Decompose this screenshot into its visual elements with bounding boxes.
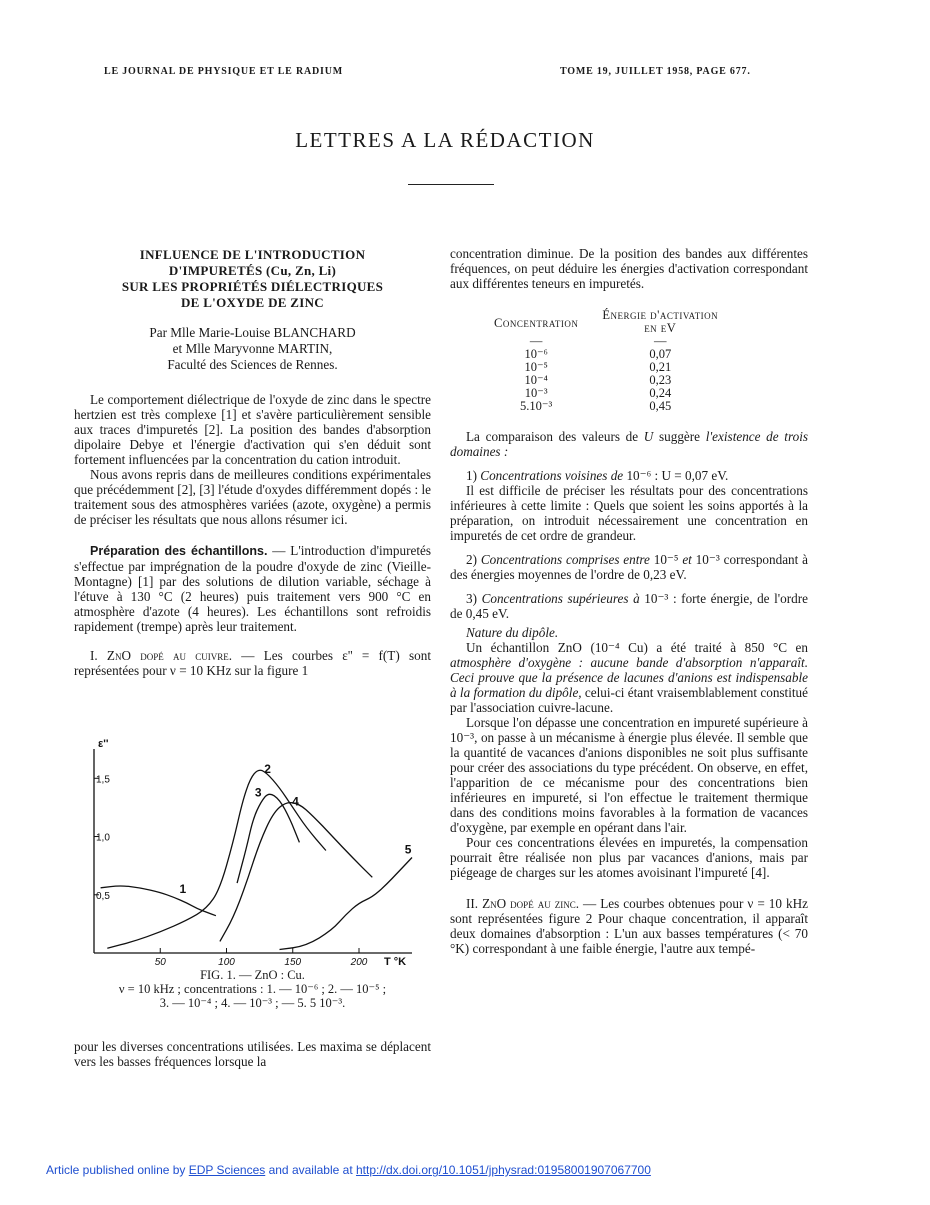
dipole-rest: celui-ci étant vraisemblablement constitué par l'association cuivre-lacune. bbox=[450, 685, 808, 715]
dipole-heading bbox=[450, 625, 808, 640]
y-tick-label: 1,5 bbox=[96, 774, 110, 786]
preparation-heading: Préparation des échantillons. bbox=[90, 544, 268, 558]
table-cell-energy: 0,21 bbox=[649, 360, 672, 374]
figure-1-caption: FIG. 1. — ZnO : Cu. bbox=[200, 968, 305, 982]
preparation-text: — L'introduction d'impuretés s'effectue par imprégnation de la poudre d'oxyde de zinc (Vieille-Montagne) [1] par des solutions de dilution variable, séchage à l'étuve à 130 °C (2 heures) puis traitement vers 900 °C en atmosphère d'azote (4 heures). Les échantillons sont refroidis rapidement (trempe) après leur traitement. bbox=[74, 543, 431, 634]
comparison-u: U bbox=[643, 429, 654, 444]
x-axis-label: T °K bbox=[384, 956, 407, 967]
paragraph-section-2 bbox=[450, 896, 808, 956]
domain-3-emphasis: Concentrations supérieures à bbox=[481, 591, 640, 606]
table-cell-concentration: 10⁻⁴ bbox=[524, 373, 548, 387]
y-tick-label: 1,0 bbox=[96, 832, 110, 844]
article-authors bbox=[74, 325, 431, 373]
series-line-4 bbox=[220, 803, 372, 942]
table-cell-concentration: 10⁻³ bbox=[524, 386, 548, 400]
table-cell-concentration: 10⁻⁶ bbox=[524, 347, 548, 361]
domain-1-number: 1) bbox=[466, 468, 481, 483]
domain-3-number: 3) bbox=[466, 591, 482, 606]
table-row bbox=[488, 348, 724, 361]
paragraph-conditions: Nous avons repris dans de meilleures conditions expérimentales que précédemment [2], [3] l'étude d'oxydes différemment dopés : le traitement sous des atmosphères variées (azote, oxygène) a permis de préciser les résultats que nous allons résumer ici. bbox=[74, 467, 431, 527]
running-head-right: TOME 19, JUILLET 1958, PAGE 677. bbox=[560, 66, 751, 77]
x-tick-label: 200 bbox=[350, 957, 368, 967]
section-2-heading: II. ZnO dopé au zinc. bbox=[466, 896, 580, 911]
table-dash: — bbox=[654, 334, 667, 348]
paragraph-section-1 bbox=[74, 648, 431, 678]
table-dash: — bbox=[529, 334, 543, 348]
paragraph-exceed: Lorsque l'on dépasse une concentration en impureté supérieure à 10⁻³, on passe à un mécanisme à énergie plus élevée. Il semble que la quantité de vacances d'anions disponibles ne soit plus suffisante pour créer des associations du type précédent. On observe, en effet, l'apparition de ce mécanisme pour des concentrations bien inférieures en impureté, si l'on effectue le traitement thermique dans des conditions moins favorables à la formation de vacances d'oxygène, par exemple en opérant dans l'air. bbox=[450, 715, 808, 835]
domain-2-emphasis-2: et bbox=[682, 552, 692, 567]
domain-3-value: 10⁻³ : forte énergie, de l'ordre de 0,45 eV. bbox=[450, 591, 808, 621]
table-cell-concentration: 10⁻⁵ bbox=[524, 360, 548, 374]
footer-middle: and available at bbox=[265, 1163, 356, 1177]
series-label-4: 4 bbox=[292, 794, 299, 809]
article-title-line-2: D'IMPURETÉS (Cu, Zn, Li) bbox=[168, 263, 337, 278]
table-header-energy-line-2: en eV bbox=[644, 321, 677, 335]
dipole-emphasis: atmosphère d'oxygène : aucune bande d'absorption n'apparaît. Ceci prouve que la présence de lacunes d'anions est indispensable à la formation du dipôle, bbox=[450, 655, 808, 700]
table-cell-energy: 0,24 bbox=[649, 386, 672, 400]
y-tick-label: 0,5 bbox=[96, 890, 110, 902]
paragraph-comparison bbox=[450, 429, 808, 459]
comparison-emphasis: l'existence de trois domaines : bbox=[450, 429, 809, 459]
article-title-line-4: DE L'OXYDE DE ZINC bbox=[180, 295, 324, 310]
figure-1-caption-block bbox=[74, 968, 431, 1010]
domain-1-emphasis: Concentrations voisines de bbox=[480, 468, 624, 483]
paragraph-continuation: concentration diminue. De la position des bandes aux différentes fréquences, on peut déduire les énergies d'activation correspondant aux différentes teneurs en impuretés. bbox=[450, 246, 808, 291]
affiliation: Faculté des Sciences de Rennes. bbox=[167, 357, 338, 372]
table-cell-energy: 0,07 bbox=[649, 347, 672, 361]
domain-2-value: 10⁻³ correspondant à des énergies moyennes de l'ordre de 0,23 eV. bbox=[450, 552, 808, 582]
figure-1-chart bbox=[72, 735, 434, 967]
table-cell-energy: 0,45 bbox=[649, 399, 672, 413]
x-tick-label: 100 bbox=[218, 957, 235, 967]
x-tick-label: 150 bbox=[284, 957, 302, 967]
series-line-3 bbox=[237, 794, 299, 883]
series-label-1: 1 bbox=[179, 882, 187, 897]
comparison-mid: suggère bbox=[653, 429, 706, 444]
title-rule bbox=[408, 184, 494, 185]
table-header-energy-line-1: Énergie d'activation bbox=[602, 308, 719, 322]
domain-2 bbox=[450, 552, 808, 582]
y-axis-label: ε'' bbox=[98, 738, 109, 750]
publication-footer bbox=[46, 1163, 651, 1177]
article-title-line-3: SUR LES PROPRIÉTÉS DIÉLECTRIQUES bbox=[121, 279, 384, 294]
table-row bbox=[488, 361, 724, 374]
x-tick-label: 50 bbox=[154, 957, 166, 967]
publisher-link[interactable]: EDP Sciences bbox=[188, 1163, 266, 1177]
footer-prefix: Article published online by bbox=[46, 1163, 189, 1177]
series-label-3: 3 bbox=[254, 785, 262, 800]
paragraph-high-concentration: Pour ces concentrations élevées en impuretés, la compensation pourrait être réalisée non plus par vacances d'anions, mais par piégeage de charges sur les atomes avoisinant l'impureté [4]. bbox=[450, 835, 808, 880]
figure-1-legend-line-2: 3. — 10⁻⁴ ; 4. — 10⁻³ ; — 5. 5 10⁻³. bbox=[159, 996, 346, 1010]
left-column bbox=[74, 247, 431, 678]
author-line-2: et Mlle Maryvonne MARTIN, bbox=[172, 341, 333, 356]
doi-link[interactable]: http://dx.doi.org/10.1051/jphysrad:01958001907067700 bbox=[355, 1163, 651, 1177]
paragraph-preparation bbox=[74, 543, 431, 634]
table-header-concentration: Concentration bbox=[494, 316, 579, 330]
section-1-text: — Les courbes ε'' = f(T) sont représentées pour ν = 10 KHz sur la figure 1 bbox=[74, 648, 431, 678]
section-2-text: — Les courbes obtenues pour ν = 10 kHz sont représentées figure 2 Pour chaque concentration, il apparaît deux domaines d'absorption : L'un aux basses températures (< 70 °K) correspondant à une faible énergie, l'autre aux tempé- bbox=[450, 896, 808, 956]
paragraph-after-figure: pour les diverses concentrations utilisées. Les maxima se déplacent vers les basses fréquences lorsque la bbox=[74, 1039, 431, 1069]
domain-1-value: 10⁻⁶ : U = 0,07 eV. bbox=[623, 468, 729, 483]
article-title-line-1: INFLUENCE DE L'INTRODUCTION bbox=[139, 247, 366, 262]
section-1-heading: I. ZnO dopé au cuivre. bbox=[90, 648, 233, 663]
section-title: LETTRES A LA RÉDACTION bbox=[295, 128, 595, 152]
domain-1-text: Il est difficile de préciser les résultats pour des concentrations inférieures à cette limite : Quels que soient les soins apportés à la préparation, on introduit nécessairement une concentration en impuretés de cet ordre de grandeur. bbox=[450, 483, 808, 543]
table-cell-energy: 0,23 bbox=[649, 373, 672, 387]
domain-3 bbox=[450, 591, 808, 621]
series-label-5: 5 bbox=[404, 842, 412, 857]
comparison-prefix: La comparaison des valeurs de bbox=[466, 429, 644, 444]
domain-2-emphasis: Concentrations comprises entre bbox=[480, 552, 650, 567]
table-header-energy bbox=[584, 309, 724, 335]
domain-1 bbox=[450, 468, 808, 483]
series-label-2: 2 bbox=[264, 761, 271, 776]
author-line-1: Par Mlle Marie-Louise BLANCHARD bbox=[149, 325, 356, 340]
table-row bbox=[488, 400, 724, 413]
series-line-5 bbox=[280, 858, 413, 950]
domain-2-number: 2) bbox=[466, 552, 481, 567]
dipole-heading-text: Nature du dipôle. bbox=[466, 625, 559, 640]
right-column bbox=[450, 246, 808, 956]
paragraph-dipole bbox=[450, 640, 808, 715]
table-row bbox=[488, 374, 724, 387]
left-column-bottom bbox=[74, 1039, 431, 1069]
activation-energy-table bbox=[488, 309, 724, 413]
table-cell-concentration: 5.10⁻³ bbox=[520, 399, 553, 413]
article-title bbox=[74, 247, 431, 311]
domain-2-mid: 10⁻⁵ bbox=[649, 552, 683, 567]
running-head-left: LE JOURNAL DE PHYSIQUE ET LE RADIUM bbox=[104, 66, 343, 77]
figure-1-legend-line-1: ν = 10 kHz ; concentrations : 1. — 10⁻⁶ ; 2. — 10⁻⁵ ; bbox=[118, 982, 387, 996]
dipole-prefix: Un échantillon ZnO (10⁻⁴ Cu) a été traité à 850 °C en bbox=[466, 640, 808, 655]
paragraph-intro: Le comportement diélectrique de l'oxyde de zinc dans le spectre hertzien est très complexe [1] et s'avère particulièrement sensible aux traces d'impuretés [2]. La position des bandes d'absorption dipolaire Debye et l'énergie d'activation qui s'en déduit sont fortement influencées par la concentration du cation introduit. bbox=[74, 392, 431, 467]
series-line-1 bbox=[101, 886, 216, 916]
